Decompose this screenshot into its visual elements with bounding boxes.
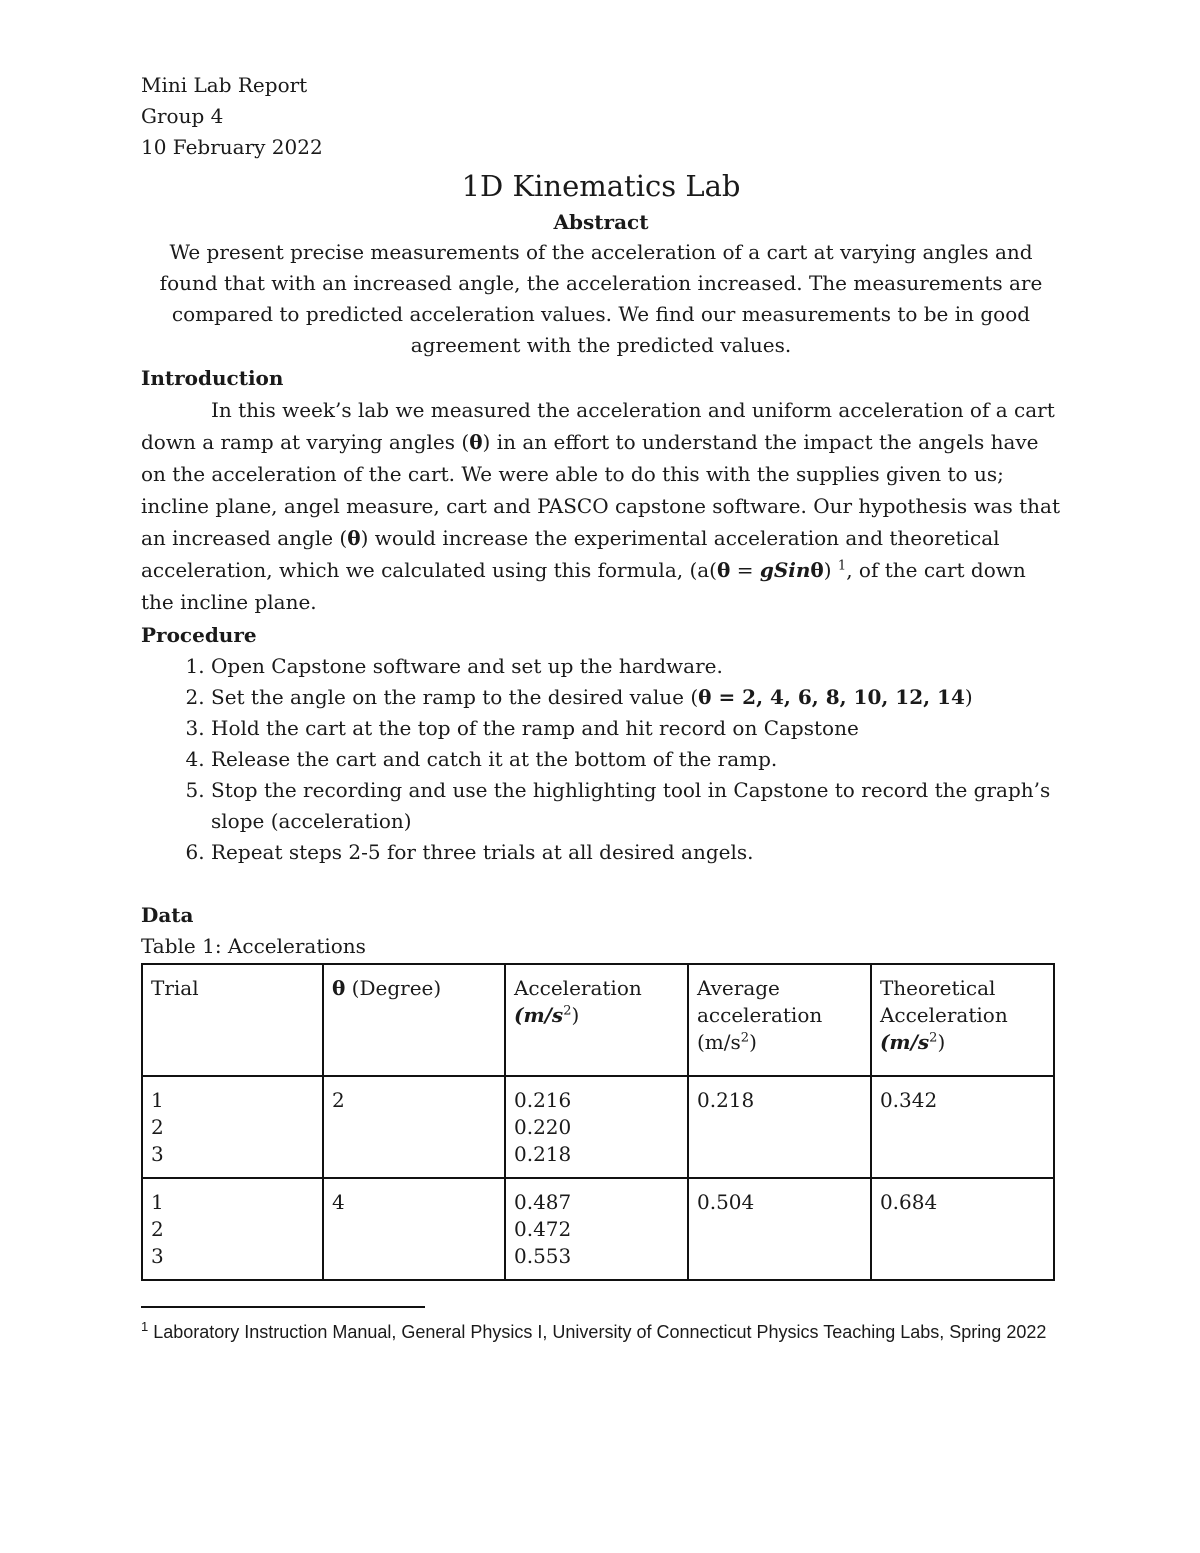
table-row bbox=[142, 1076, 1054, 1178]
header-report-type: Mini Lab Report bbox=[141, 73, 308, 97]
footnote-marker: 1 bbox=[141, 1319, 149, 1334]
footnote-separator bbox=[141, 1306, 425, 1308]
col-header-trial: Trial bbox=[142, 964, 323, 1076]
procedure-step: 2. Set the angle on the ramp to the desired value (θ = 2, 4, 6, 8, 10, 12, 14) bbox=[211, 682, 1061, 713]
abstract-text: We present precise measurements of the acceleration of a cart at varying angles and found that with an increased angle, the acceleration increased. The measurements are compared to predicted acceleration values. We find our measurements to be in good agreement with the predicted values. bbox=[159, 240, 1043, 357]
table-header-row bbox=[142, 964, 1054, 1076]
procedure-step: 6. Repeat steps 2-5 for three trials at all desired angels. bbox=[211, 837, 1061, 868]
col-header-theoretical: Theoretical Acceleration $(m/s^2)$ bbox=[871, 964, 1054, 1076]
introduction-heading: Introduction bbox=[141, 366, 284, 390]
accelerations-table bbox=[141, 963, 1055, 1281]
header-group: Group 4 bbox=[141, 104, 224, 128]
table-caption: Table 1: Accelerations bbox=[141, 934, 366, 958]
cell-accelerations: 0.216 0.220 0.218 bbox=[505, 1076, 688, 1178]
data-heading: Data bbox=[141, 903, 194, 927]
procedure-list bbox=[141, 651, 1061, 868]
footnote-reference[interactable]: 1 bbox=[837, 558, 847, 574]
cell-average: 0.218 bbox=[688, 1076, 871, 1178]
procedure-step: 4. Release the cart and catch it at the bottom of the ramp. bbox=[211, 744, 1061, 775]
cell-trials: 1 2 3 bbox=[142, 1178, 323, 1280]
cell-angle: 2 bbox=[323, 1076, 505, 1178]
cell-theoretical: 0.684 bbox=[871, 1178, 1054, 1280]
procedure-step: 3. Hold the cart at the top of the ramp and hit record on Capstone bbox=[211, 713, 1061, 744]
procedure-step: 1. Open Capstone software and set up the hardware. bbox=[211, 651, 1061, 682]
table-row bbox=[142, 1178, 1054, 1280]
col-header-angle: θ (Degree) bbox=[323, 964, 505, 1076]
cell-angle: 4 bbox=[323, 1178, 505, 1280]
cell-accelerations: 0.487 0.472 0.553 bbox=[505, 1178, 688, 1280]
abstract-heading: Abstract bbox=[553, 210, 649, 234]
cell-average: 0.504 bbox=[688, 1178, 871, 1280]
document-title: 1D Kinematics Lab bbox=[461, 169, 741, 203]
cell-theoretical: 0.342 bbox=[871, 1076, 1054, 1178]
cell-trials: 1 2 3 bbox=[142, 1076, 323, 1178]
footnote bbox=[141, 1320, 1071, 1344]
col-header-acceleration: Acceleration $(m/s^2)$ bbox=[505, 964, 688, 1076]
document-body bbox=[141, 70, 1061, 1281]
header-date: 10 February 2022 bbox=[141, 135, 323, 159]
procedure-step: 5. Stop the recording and use the highlighting tool in Capstone to record the graph’s slope (acceleration) bbox=[211, 775, 1061, 837]
procedure-heading: Procedure bbox=[141, 623, 257, 647]
col-header-average: Average acceleration $(m/s^2)$ bbox=[688, 964, 871, 1076]
footnote-text: Laboratory Instruction Manual, General Physics I, University of Connecticut Physics Teaching Labs, Spring 2022 bbox=[148, 1322, 1047, 1342]
introduction-text: In this week’s lab we measured the acceleration and uniform acceleration of a cart down a ramp at varying angles (θ) in an effort to understand the impact the angels have on the acceleration of the cart. We were able to do this with the supplies given to us; incline plane, angel measure, cart and PASCO capstone software. Our hypothesis was that an increased angle (θ) would increase the experimental acceleration and theoretical acceleration, which we calculated using this formula, (a(θ = gSinθ) $^1$, of the cart down the incline plane. bbox=[141, 398, 1060, 614]
